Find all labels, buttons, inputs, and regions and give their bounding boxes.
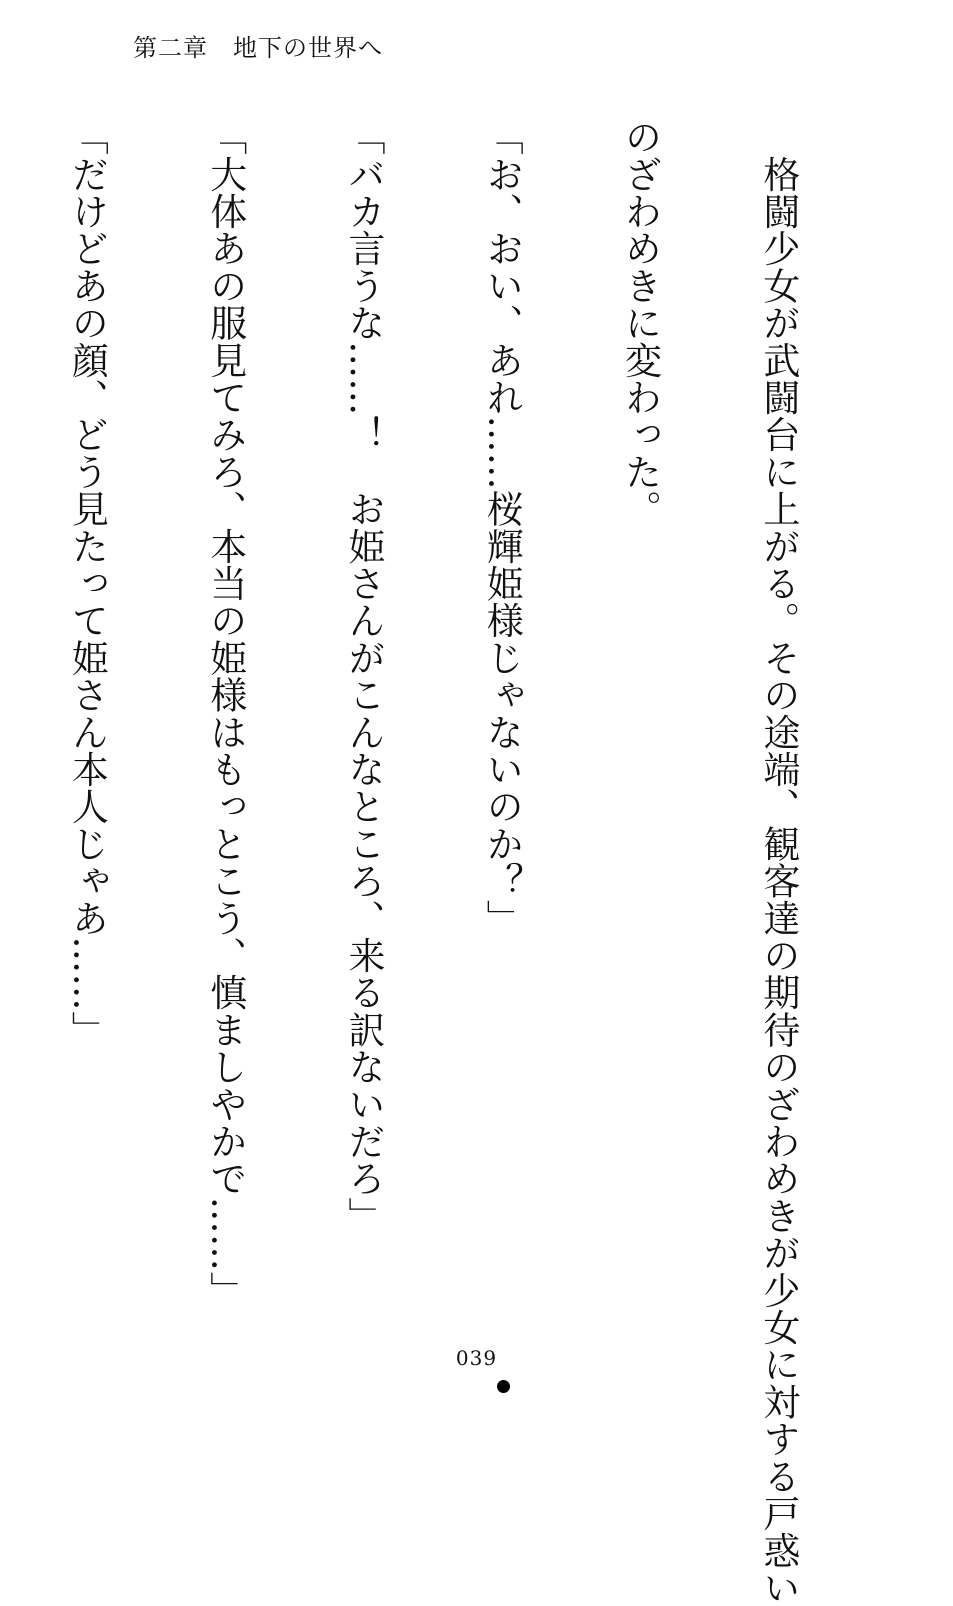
page-number: 039 — [455, 1346, 498, 1370]
text-line: 「バカ言うな……！ お姫さんがこんなところ、来る訳ないだろ」 — [341, 118, 385, 1234]
page-marker-dot — [497, 1380, 510, 1393]
text-line: 格闘少女が武闘台に上がる。その途端、観客達の期待のざわめきが少女に対する戸惑い — [756, 118, 800, 1606]
text-line: のざわめきに変わった。 — [618, 118, 662, 528]
text-line: 「だけどあの顔、どう見たって姫さん本人じゃあ……」 — [65, 118, 109, 1048]
running-head: 第二章 地下の世界へ — [133, 34, 383, 62]
text-line: 「大体あの服見てみろ、本当の姫様はもっとこう、慎ましやかで……」 — [203, 118, 247, 1309]
text-line: 「お、おい、あれ……桜輝姫様じゃないのか？」 — [480, 118, 524, 937]
